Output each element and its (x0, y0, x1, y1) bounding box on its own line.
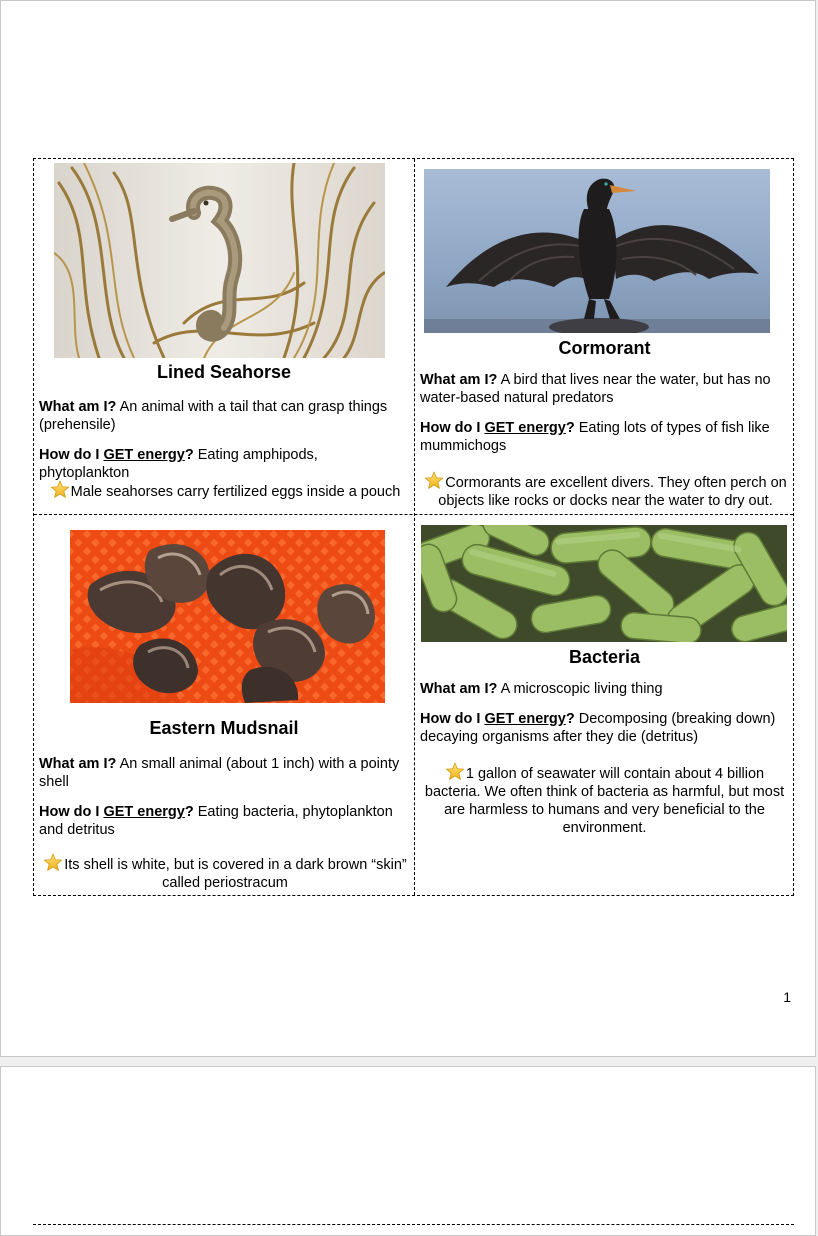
get-energy-answer: Eating amphipods, phytoplankton (39, 447, 318, 481)
get-energy-label-underlined: GET energy (103, 804, 185, 820)
get-energy-text (39, 803, 412, 839)
what-am-i-label: What am I? (39, 756, 117, 772)
card-title: Lined Seahorse (156, 362, 292, 382)
what-am-i-label: What am I? (420, 372, 498, 388)
fun-fact (419, 471, 792, 510)
what-am-i-label: What am I? (39, 399, 117, 415)
what-am-i-text (39, 755, 412, 791)
star-icon (445, 762, 465, 781)
fun-fact-text: Male seahorses carry fertilized eggs inside a pouch (70, 484, 401, 500)
get-energy-answer: Eating lots of types of fish like mummichogs (420, 420, 770, 454)
get-energy-answer: Eating bacteria, phytoplankton and detritus (39, 804, 393, 838)
get-energy-label-prefix: How do I (39, 447, 104, 463)
get-energy-label-prefix: How do I (420, 420, 485, 436)
star-icon (424, 471, 444, 490)
what-am-i-answer: An animal with a tail that can grasp things (prehensile) (39, 399, 388, 433)
cormorant-photo (424, 169, 770, 333)
document-page-2 (0, 1066, 816, 1236)
get-energy-answer: Decomposing (breaking down) decaying organisms after they die (detritus) (420, 711, 776, 745)
what-am-i-answer: A bird that lives near the water, but has no water-based natural predators (420, 372, 771, 406)
what-am-i-text (420, 371, 792, 407)
get-energy-label-prefix: How do I (39, 804, 104, 820)
card-grid (33, 158, 794, 896)
card-grid-top-border (33, 1224, 794, 1235)
fun-fact (38, 480, 412, 501)
get-energy-label-suffix: ? (184, 804, 194, 820)
card-title: Bacteria (568, 647, 641, 667)
get-energy-text (420, 419, 792, 455)
card-lined-seahorse (34, 159, 414, 514)
get-energy-label-underlined: GET energy (484, 711, 566, 727)
card-title: Cormorant (558, 338, 651, 358)
what-am-i-label: What am I? (420, 681, 498, 697)
get-energy-text (420, 710, 792, 746)
mudsnail-photo (70, 530, 385, 703)
what-am-i-text (420, 680, 792, 698)
bacteria-photo (421, 525, 787, 642)
get-energy-label-prefix: How do I (420, 711, 485, 727)
what-am-i-answer: A microscopic living thing (497, 681, 663, 697)
get-energy-label-underlined: GET energy (103, 447, 185, 463)
star-icon (50, 480, 70, 499)
star-icon (43, 853, 63, 872)
card-bacteria (415, 515, 794, 896)
get-energy-label-suffix: ? (565, 420, 575, 436)
fun-fact-text: Its shell is white, but is covered in a dark brown “skin” called periostracum (64, 857, 407, 891)
what-am-i-text (39, 398, 412, 434)
card-eastern-mudsnail (34, 515, 414, 896)
get-energy-label-underlined: GET energy (484, 420, 566, 436)
what-am-i-answer: An small animal (about 1 inch) with a pointy shell (39, 756, 400, 790)
card-cormorant (415, 159, 794, 514)
card-title: Eastern Mudsnail (149, 718, 299, 738)
get-energy-label-suffix: ? (184, 447, 194, 463)
get-energy-text (39, 446, 412, 482)
fun-fact (421, 762, 788, 837)
fun-fact (38, 853, 412, 892)
fun-fact-text: Cormorants are excellent divers. They often perch on objects like rocks or docks near the water to dry out. (438, 475, 787, 509)
page-number: 1 (783, 989, 791, 1005)
get-energy-label-suffix: ? (565, 711, 575, 727)
fun-fact-text: 1 gallon of seawater will contain about 4 billion bacteria. We often think of bacteria as harmful, but most are harmless to humans and very beneficial to the environment. (424, 766, 785, 836)
seahorse-photo (54, 163, 385, 358)
